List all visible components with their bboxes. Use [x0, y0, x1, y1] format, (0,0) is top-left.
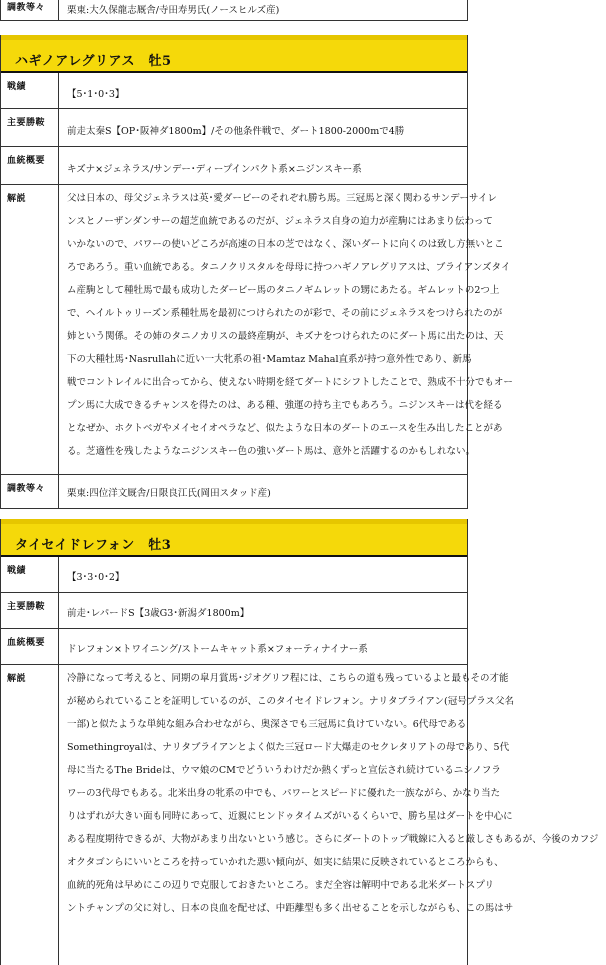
wins-row: [1, 109, 467, 147]
bloodline-label: 血統概要: [1, 147, 59, 184]
comment-line: る。芝適性を残したようなニジンスキー色の強いダート馬は、意外と活躍するのかもしれない。: [67, 446, 475, 457]
comment-line: 戦でコントレイルに出合ってから、使えない時期を経てダートにシフトしたことで、熟成不十分でもオー: [67, 377, 513, 388]
comment-row: [1, 185, 513, 475]
comment-line: 下の大種牡馬･Nasrullahに近い一大牝系の祖･Mamtaz Mahal直系が持つ意外性であり、新馬: [67, 354, 472, 365]
horse-card-1: [0, 35, 513, 509]
comment-line: プン馬に大成できるチャンスを得たのは、ある種、強運の持ち主でもあろう。ニジンスキーは代を経る: [67, 400, 503, 411]
bloodline-label: 血統概要: [1, 629, 59, 664]
comment-line: が秘められていることを証明しているのが、このタイセイドレフォン。ナリタブライアン(冠号プラス父名: [67, 696, 514, 707]
wins-row: [1, 593, 467, 629]
comment-text: [59, 665, 606, 965]
bloodline-row: [1, 147, 467, 185]
training-row: [1, 0, 467, 20]
comment-line: りはずれが大きい面も同時にあって、近親にヒンドゥタイムズがいるくらいで、勝ち星はダートを中心に: [67, 811, 513, 822]
comment-text: [59, 185, 521, 474]
comment-line: ワーの3代母でもある。北米出身の牝系の中でも、パワーとスピードに優れた一族ながら、かなり当た: [67, 788, 501, 799]
bloodline-value: キズナ×ジェネラス/サンデー･ディープインパクト系×ニジンスキー系: [67, 164, 362, 175]
horse-card-2: [0, 519, 599, 965]
comment-line: 姉という関係。その姉のタニノカリスの最終産駒が、キズナをつけられたのにダート馬に出たのは、天: [67, 331, 504, 342]
comment-line: 母に当たるThe Brideは、ウマ娘のCMでどういうわけだか熱くずっと宣伝され続けているニシノフラ: [67, 765, 501, 776]
wins-label: 主要勝鞍: [1, 593, 59, 628]
comment-line: ンスとノーザンダンサーの超芝血統であるのだが、ジェネラス自身の迫力が産駒にはあまり伝わって: [67, 216, 493, 227]
comment-line: ントチャンプの父に対し、日本の良血を配せば、中距離型も多く出せることを示しながらも、この馬はサ: [67, 903, 514, 914]
record-value: 【5･1･0･3】: [67, 89, 125, 100]
record-label: 戦績: [1, 73, 59, 108]
comment-line: で、ヘイルトゥリーズン系種牡馬を最初につけられたのが彩で、その前にジェネラスをつけられたのが: [67, 308, 503, 319]
record-row: [1, 73, 467, 109]
comment-line: となぜか、ホクトベガやメイセイオペラなど、似たような日本のダートのエースを生み出したことがあ: [67, 423, 503, 434]
wins-value: 前走･レパードS【3歳G3･新潟ダ1800m】: [67, 608, 250, 619]
training-row: [1, 475, 467, 509]
record-value: 【3･3･0･2】: [67, 572, 125, 583]
record-row: [1, 557, 467, 593]
comment-line: 一部)と似たような単純な組み合わせながら、奥深さでも三冠馬に負けていない。6代母である: [67, 719, 467, 730]
record-label: 戦績: [1, 557, 59, 592]
comment-label: 解説: [1, 185, 59, 474]
training-label: 調教等々: [1, 0, 59, 20]
comment-line: 血統的死角は早めにこの辺りで克服しておきたいところ。まだ全容は解明中である北米ダートスプリ: [67, 880, 495, 891]
training-value: 栗東:大久保龍志厩舎/寺田寿男氏(ノースヒルズ産): [67, 5, 280, 16]
comment-label: 解説: [1, 665, 59, 965]
comment-row: [1, 665, 599, 965]
comment-line: ろであろう。重い血統である。タニノクリスタルを母母に持つハギノアレグリアスは、ブライアンズタイ: [67, 262, 511, 273]
training-label: 調教等々: [1, 475, 59, 508]
wins-value: 前走太秦S【OP･阪神ダ1800m】/その他条件戦で、ダート1800-2000mで4勝: [67, 126, 405, 137]
comment-line: ある程度期待できるが、大物があまり出ないという感じ。さらにダートのトップ戦線に入ると厳しさもあるが、今後のカフジ: [67, 834, 599, 845]
training-value: 栗東:四位洋文厩舎/日限良江氏(岡田スタッド産): [67, 488, 271, 499]
comment-line: いかないので、パワーの使いどころが高速の日本の芝ではなく、深いダートに向くのは致し方無いとこ: [67, 239, 504, 250]
comment-line: ム産駒として種牡馬で最も成功したダービー馬のタニノギムレットの甥にあたる。ギムレットの2つ上: [67, 285, 500, 296]
bloodline-value: ドレフォン×トワイニング/ストームキャット系×フォーティナイナー系: [67, 644, 368, 655]
comment-line: オクタゴンらにいいところを持っていかれた悪い傾向が、如実に結果に反映されているところからも、: [67, 857, 504, 868]
comment-line: Somethingroyalは、ナリタブライアンとよく似た三冠ロード大爆走のセクレタリアトの母であり、5代: [67, 742, 510, 753]
wins-label: 主要勝鞍: [1, 109, 59, 146]
horse-title: タイセイドレフォン 牡3: [1, 519, 467, 557]
comment-line: 冷静になって考えると、同期の皐月賞馬･ジオグリフ程には、こちらの道も残っているよと最もその才能: [67, 673, 509, 684]
prev-card-tail: [0, 0, 468, 21]
horse-title: ハギノアレグリアス 牡5: [1, 35, 467, 73]
comment-line: 父は日本の、母父ジェネラスは英･愛ダービーのそれぞれ勝ち馬。三冠馬と深く関わるサンデーサイレ: [67, 193, 497, 204]
bloodline-row: [1, 629, 467, 665]
